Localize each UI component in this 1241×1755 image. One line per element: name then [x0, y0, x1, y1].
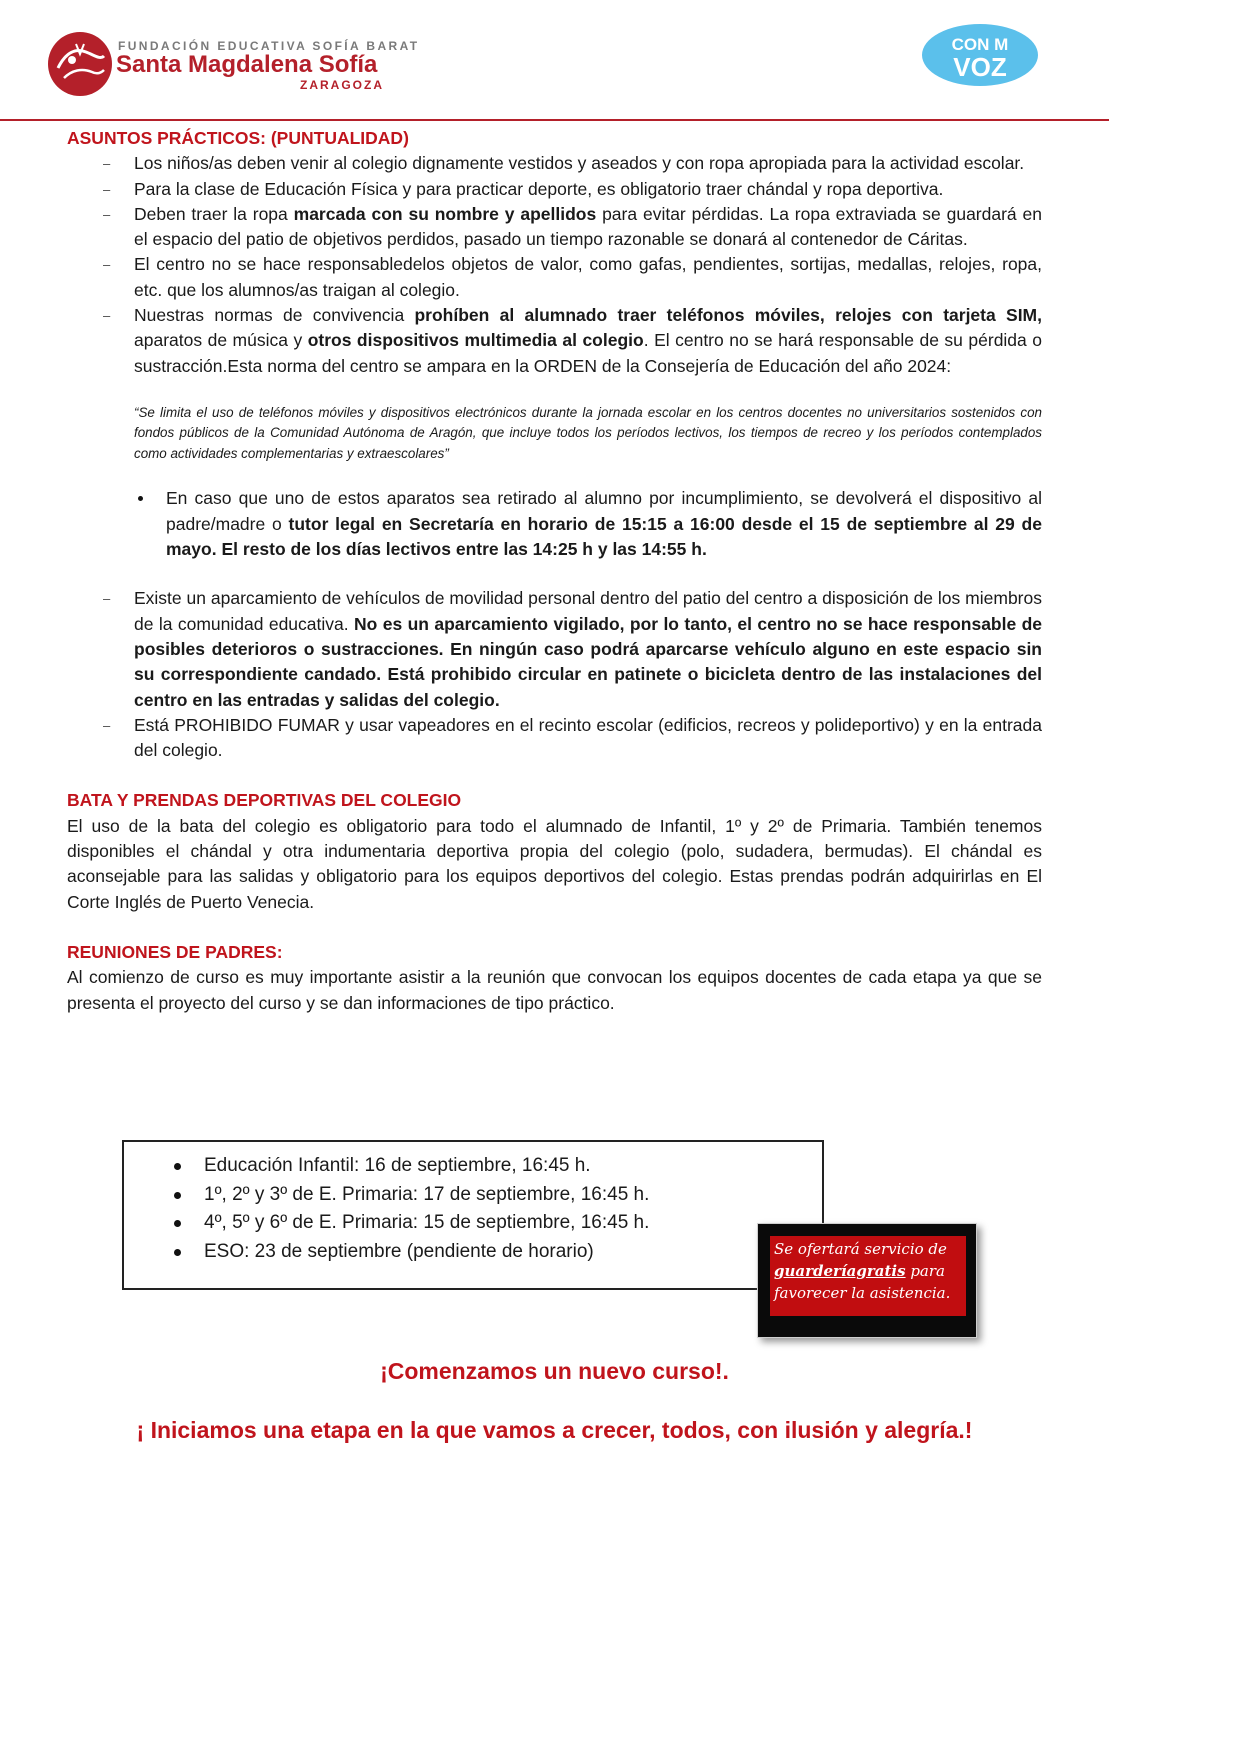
meetings-paragraph: Al comienzo de curso es muy importante asistir a la reunión que convocan los equipos docentes de cada etapa ya que se presenta el proyecto del curso y se dan informaciones de tipo práctico.: [67, 967, 1042, 1013]
list-item: – Deben traer la ropa marcada con su nombre y apellidos para evitar pérdidas. La ropa extraviada se guardará en el espacio del patio de objetivos perdidos, pasado un tiempo razonable se donará al contenedor de Cáritas.: [134, 202, 1042, 253]
closing-line-2: ¡ Iniciamos una etapa en la que vamos a crecer, todos, con ilusión y alegría.!: [136, 1417, 973, 1443]
document-body: [67, 126, 1042, 1016]
practical-list: [67, 151, 1042, 379]
list-item: – Nuestras normas de convivencia prohíben al alumnado traer teléfonos móviles, relojes con tarjeta SIM, aparatos de música y otros dispositivos multimedia al colegio. El centro no se hará responsable de su pérdida o sustracción.Esta norma del centro se ampara en la ORDEN de la Consejería de Educación del año 2024:: [134, 303, 1042, 379]
badge-line2: VOZ: [953, 52, 1007, 82]
practical-list-continued: [67, 586, 1042, 763]
list-item: – Para la clase de Educación Física y para practicar deporte, es obligatorio traer chándal y ropa deportiva.: [134, 177, 1042, 202]
device-return-list: [67, 486, 1042, 562]
list-item: – El centro no se hace responsabledelos objetos de valor, como gafas, pendientes, sortijas, medallas, relojes, ropa, etc. que los alumnos/as traigan al colegio.: [134, 252, 1042, 303]
childcare-note: [757, 1223, 977, 1338]
section-title-meetings: REUNIONES DE PADRES:: [67, 941, 283, 962]
meeting-item: 4º, 5º y 6º de E. Primaria: 15 de septiembre, 16:45 h.: [204, 1209, 649, 1238]
logo-city-text: ZARAGOZA: [300, 78, 384, 92]
list-item: – Los niños/as deben venir al colegio dignamente vestidos y aseados y con ropa apropiada para la actividad escolar.: [134, 151, 1042, 176]
page-header: [0, 0, 1109, 122]
list-item: En caso que uno de estos aparatos sea retirado al alumno por incumplimiento, se devolverá el dispositivo al padre/madre o tutor legal en Secretaría en horario de 15:15 a 16:00 desde el 15 de septiembre al 29 de mayo. El resto de los días lectivos entre las 14:25 h y las 14:55 h.: [166, 486, 1042, 562]
con-mi-voz-badge-icon: [920, 22, 1040, 88]
header-divider: [0, 119, 1109, 121]
list-item: – Está PROHIBIDO FUMAR y usar vapeadores en el recinto escolar (edificios, recreos y polideportivo) y en la entrada del colegio.: [134, 713, 1042, 764]
badge-line1: CON M: [951, 35, 1009, 54]
logo-foundation-text: FUNDACIÓN EDUCATIVA SOFÍA BARAT: [118, 39, 420, 53]
list-item: – Existe un aparcamiento de vehículos de movilidad personal dentro del patio del centro a disposición de los miembros de la comunidad educativa. No es un aparcamiento vigilado, por lo tanto, el centro no se hace responsable de posibles deterioros o sustracciones. En ningún caso podrá aparcarse vehículo alguno en este espacio sin su correspondiente candado. Está prohibido circular en patinete o bicicleta dentro de las instalaciones del centro en las entradas y salidas del colegio.: [134, 586, 1042, 712]
meetings-box: [122, 1140, 824, 1290]
logo-school-name: Santa Magdalena Sofía: [116, 51, 378, 78]
section-title-practical: ASUNTOS PRÁCTICOS: (PUNTUALIDAD): [67, 128, 409, 148]
section-title-uniform: BATA Y PRENDAS DEPORTIVAS DEL COLEGIO: [67, 790, 462, 811]
regulation-quote: “Se limita el uso de teléfonos móviles y dispositivos electrónicos durante la jornada escolar en los centros docentes no universitarios sostenidos con fondos públicos de la Comunidad Autónoma de Aragón, que incluye todos los períodos lectivos, los tiempos de recreo y los períodos contemplados como actividades complementarias y extraescolares”: [134, 404, 1042, 461]
meeting-item: Educación Infantil: 16 de septiembre, 16:45 h.: [204, 1152, 649, 1181]
meeting-item: ESO: 23 de septiembre (pendiente de horario): [204, 1238, 649, 1267]
meeting-item: 1º, 2º y 3º de E. Primaria: 17 de septiembre, 16:45 h.: [204, 1181, 649, 1210]
uniform-paragraph: El uso de la bata del colegio es obligatorio para todo el alumnado de Infantil, 1º y 2º de Primaria. También tenemos disponibles el chándal y otra indumentaria deportiva propia del colegio (polo, sudadera, bermudas). El chándal es aconsejable para las salidas y obligatorio para los equipos deportivos del colegio. Estas prendas podrán adquirirlas en El Corte Inglés de Puerto Venecia.: [67, 815, 1042, 912]
school-logo-icon: [46, 30, 114, 98]
childcare-note-text: Se ofertará servicio de guarderíagratis para favorecer la asistencia.: [770, 1236, 966, 1316]
closing-line-1: ¡Comenzamos un nuevo curso!.: [380, 1358, 729, 1384]
